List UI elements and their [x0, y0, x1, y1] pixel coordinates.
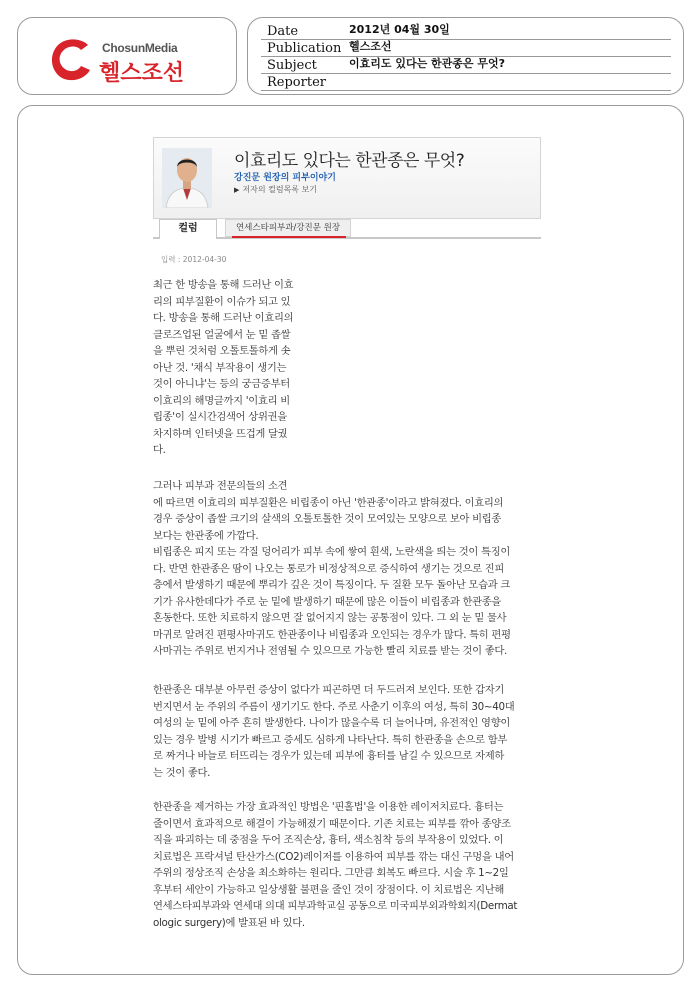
author-portrait-icon: [162, 148, 212, 208]
article-paragraph: 한관종은 대부분 아무런 증상이 없다가 피곤하면 더 두드러져 보인다. 또한 갑자기 번지면서 눈 주위의 주름이 생기기도 한다. 주로 사춘기 이후의 여성, 특히 30~40대 여성의 눈 밑에 아주 흔히 발생한다. 나이가 많을수록 더 늘어나며, 유전적인 영향이 있는 경우 발병 시기가 빠르고 증세도 심하게 나타난다. 특히 한관종을 손으로 함부 로 짜거나 바늘로 터뜨리는 경우가 있는데 피부에 흉터를 남길 수 있으므로 자제하 는 것이 좋다.: [153, 684, 515, 779]
author-columns-link-label: 저자의 컬럼목록 보기: [242, 185, 318, 194]
chosun-logo-icon: [48, 36, 94, 82]
author-photo: [162, 148, 212, 208]
article-paragraph: 그러나 피부과 전문의들의 소견 에 따르면 이효리의 피부질환은 비립종이 아닌 '한관종'이라고 밝혀졌다. 이효리의 경우 증상이 좁쌀 크기의 살색의 오톨토톨한 것이 모여있는 모양으로 보아 비립종 보다는 한관종에 가깝다. 비립종은 피지 또는 각질 덩어리가 피부 속에 쌓여 흰색, 노란색을 띄는 것이 특징이 다. 반면 한관종은 땀이 나오는 통로가 비정상적으로 증식하여 생기는 것으로 진피 층에서 발생하기 때문에 뿌리가 깊은 것이 특징이다. 두 질환 모두 돌아난 모습과 크 기가 유사한데다가 주로 눈 밑에 발생하기 때문에 많은 이들이 비립종과 한관종을 혼동한다. 또한 치료하지 않으면 잘 없어지지 않는 공통점이 있다. 그 외 눈 밑 물사 마귀로 알려진 편평사마귀도 한관종이나 비립종과 오인되는 경우가 많다. 특히 편평 사마귀는 주위로 번지거나 전염될 수 있으므로 가능한 빨리 치료를 받는 것이 좋다.: [153, 480, 511, 657]
triangle-right-icon: ▶: [234, 186, 240, 194]
meta-value: 헬스조선: [349, 40, 392, 53]
article-date: 입력 : 2012-04-30: [161, 255, 227, 264]
meta-row-date: [261, 22, 671, 40]
meta-label: Publication: [267, 41, 342, 56]
tab-underline: [232, 236, 346, 238]
article-paragraph: 최근 한 방송을 통해 드러난 이효 리의 피부질환이 이슈가 되고 있 다. 방송을 통해 드러난 이효리의 클로즈업된 얼굴에서 눈 밑 좁쌀 을 뿌린 것처럼 오톨토톨하게 솟 아난 것. '채식 부작용이 생기는 것이 아니냐'는 등의 궁금증부터 이효리의 해명글까지 '이효리 비 립종'이 실시간검색어 상위권을 차지하며 인터넷을 뜨겁게 달궜 다.: [153, 279, 294, 456]
column-title: 이효리도 있다는 한관종은 무엇?: [234, 151, 465, 171]
tab-author-clinic[interactable]: 연세스타피부과/강진문 원장: [225, 219, 351, 237]
author-columns-link[interactable]: [234, 184, 317, 195]
article-paragraph: 한관종을 제거하는 가장 효과적인 방법은 '핀홀법'을 이용한 레이저치료다. 흉터는 줄이면서 효과적으로 해결이 가능해졌기 때문이다. 기존 치료는 피부를 깎아 종양조 직을 파괴하는 데 중점을 두어 조직손상, 흉터, 색소침착 등의 부작용이 있었다. 이 치료법은 프락셔널 탄산가스(CO2)레이저를 이용하여 피부를 깎는 대신 구멍을 내어 주위의 정상조직 손상을 최소화하는 원리다. 그만큼 회복도 빠르다. 시술 후 1~2일 후부터 세안이 가능하고 일상생활 불편을 줄인 것이 장점이다. 이 치료법은 지난해 연세스타피부과와 연세대 의대 피부과학교실 공동으로 미국피부외과학회지(Dermat ologic surgery)에 발표된 바 있다.: [153, 801, 518, 929]
metadata-box: [247, 17, 684, 95]
tab-column[interactable]: 컬럼: [159, 219, 217, 239]
meta-label: Subject: [267, 58, 317, 73]
meta-label: Date: [267, 24, 299, 39]
column-header: [153, 137, 541, 219]
meta-value: 2012년 04월 30일: [349, 23, 450, 36]
column-series[interactable]: 강진문 원장의 피부이야기: [234, 173, 336, 183]
logo-box: [17, 17, 237, 95]
brand-english: ChosunMedia: [102, 41, 178, 55]
column-tabs: [153, 219, 541, 239]
meta-row-reporter: [261, 73, 671, 91]
meta-label: Reporter: [267, 75, 326, 90]
meta-value: 이효리도 있다는 한관종은 무엇?: [349, 57, 506, 70]
meta-row-subject: [261, 56, 671, 74]
brand-korean: 헬스조선: [99, 61, 185, 86]
